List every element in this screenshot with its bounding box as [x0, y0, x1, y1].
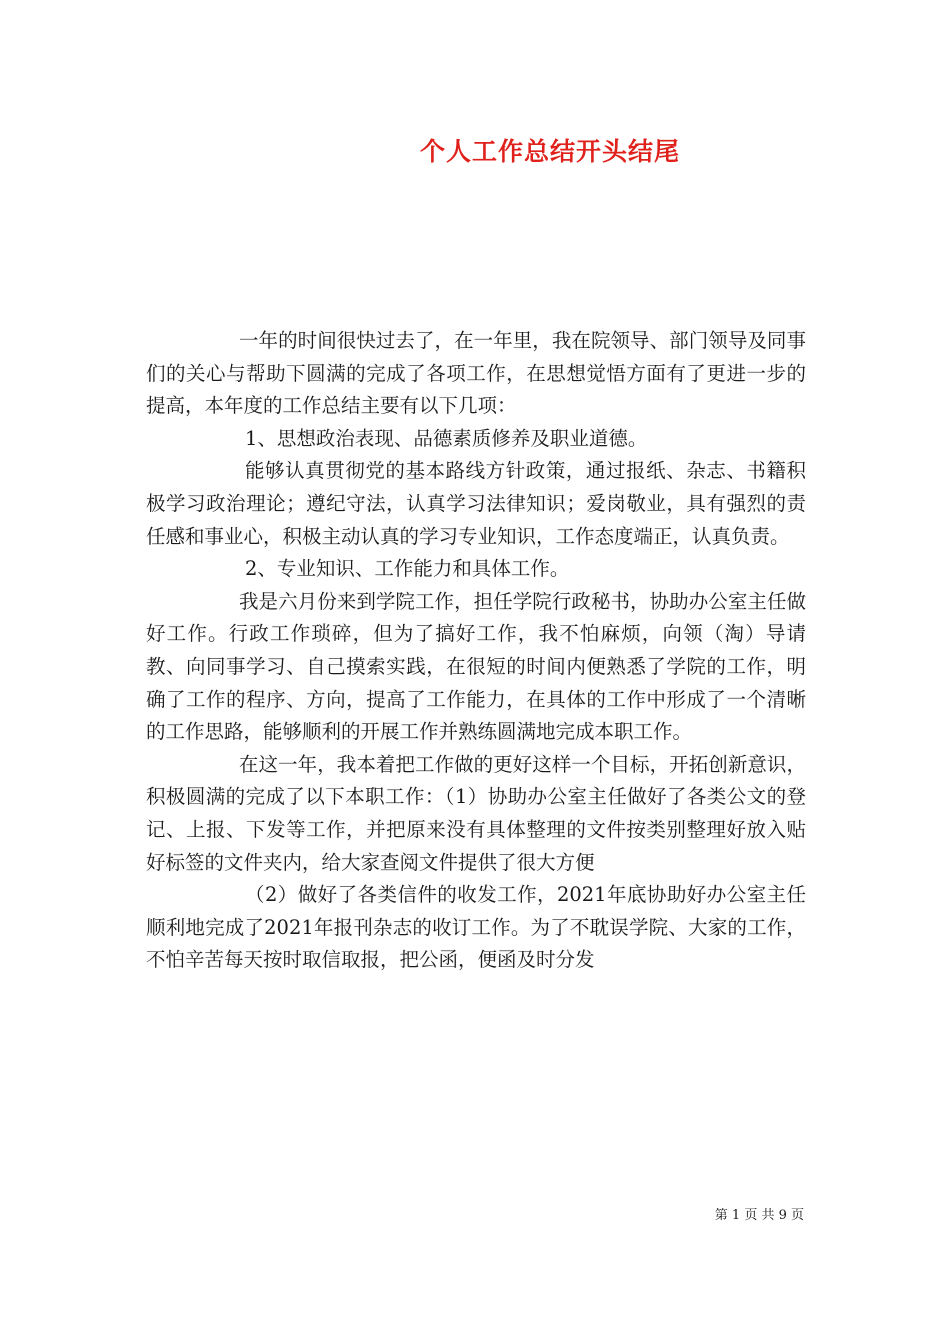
paragraph-duties-1: 在这一年，我本着把工作做的更好这样一个目标，开拓创新意识，积极圆满的完成了以下本职工作：（1）协助办公室主任做好了各类公文的登记、上报、下发等工作，并把原来没有具体整理的文件按类别整理好放入贴好标签的文件夹内，给大家查阅文件提供了很大方便: [146, 752, 806, 874]
document-body: [146, 325, 806, 977]
paragraph-intro: 一年的时间很快过去了，在一年里，我在院领导、部门领导及同事们的关心与帮助下圆满的完成了各项工作，在思想觉悟方面有了更进一步的提高，本年度的工作总结主要有以下几项：: [146, 329, 806, 418]
paragraph-section-2: 我是六月份来到学院工作，担任学院行政秘书，协助办公室主任做好工作。行政工作琐碎，但为了搞好工作，我不怕麻烦，向领（淘）导请教、向同事学习、自己摸索实践，在很短的时间内便熟悉了学院的工作，明确了工作的程序、方向，提高了工作能力，在具体的工作中形成了一个清晰的工作思路，能够顺利的开展工作并熟练圆满地完成本职工作。: [146, 589, 806, 744]
section-heading-1: 1、思想政治表现、品德素质修养及职业道德。: [245, 426, 648, 450]
paragraph-section-1: 能够认真贯彻党的基本路线方针政策，通过报纸、杂志、书籍积极学习政治理论；遵纪守法，认真学习法律知识；爱岗敬业，具有强烈的责任感和事业心，积极主动认真的学习专业知识，工作态度端正，认真负责。: [146, 459, 806, 548]
paragraph-duties-2: （2）做好了各类信件的收发工作，2021年底协助好办公室主任顺利地完成了2021年报刊杂志的收订工作。为了不耽误学院、大家的工作，不怕辛苦每天按时取信取报，把公函，便函及时分发: [146, 883, 806, 972]
section-heading-2: 2、专业知识、工作能力和具体工作。: [245, 557, 570, 581]
document-title: 个人工作总结开头结尾: [419, 137, 680, 166]
page-number-footer: 第 1 页 共 9 页: [714, 1208, 804, 1223]
